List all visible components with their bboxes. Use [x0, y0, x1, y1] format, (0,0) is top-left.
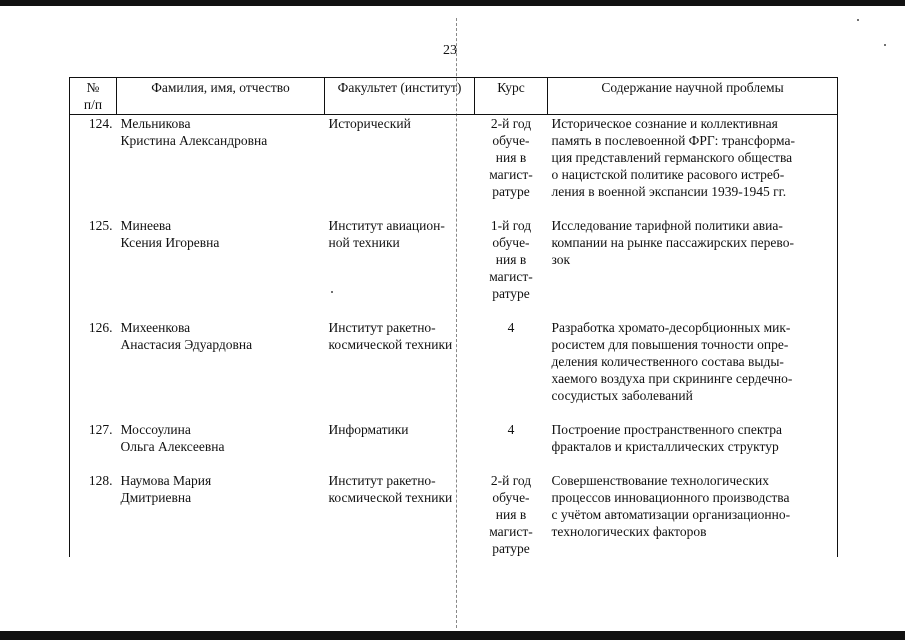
research-problem-line: росистем для повышения точности опре- [551, 337, 789, 352]
course-cell [475, 421, 548, 472]
faculty-cell [325, 115, 475, 218]
research-problem-line: Разработка хромато-десорбционных мик- [551, 320, 791, 335]
student-name-cell [117, 472, 325, 557]
course-line: 1-й год [490, 218, 532, 233]
student-name-cell [117, 421, 325, 472]
course-cell [475, 319, 548, 421]
row-number-cell: 126. [70, 319, 117, 421]
research-problem-line: деления количественного состава выды- [551, 354, 784, 369]
student-name-line: Мельникова [120, 116, 191, 131]
table-row [70, 319, 838, 421]
page-number: 23 [443, 43, 457, 58]
faculty-line: Институт авиацион- [328, 218, 445, 233]
course-line: магист- [489, 269, 533, 284]
course-cell [475, 472, 548, 557]
course-line: ратуре [492, 286, 530, 301]
table-header-row [70, 78, 838, 115]
research-problem-cell [548, 115, 838, 218]
faculty-line: Институт ракетно- [328, 320, 436, 335]
students-table [69, 77, 838, 557]
research-problem-line: ция представлений германского общества [551, 150, 793, 165]
student-name-line: Минеева [120, 218, 172, 233]
research-problem-line: Исследование тарифной политики авиа- [551, 218, 783, 233]
header-number [70, 78, 117, 115]
research-problem-line: ления в военной экспансии 1939-1945 гг. [551, 184, 787, 199]
faculty-cell [325, 217, 475, 319]
row-number-cell: 127. [70, 421, 117, 472]
table-body [70, 115, 838, 558]
faculty-line: космической техники [328, 337, 453, 352]
student-name-line: Ольга Алексеевна [120, 439, 225, 454]
student-name-line: Моссоулина [120, 422, 191, 437]
student-name-cell [117, 115, 325, 218]
course-cell [475, 115, 548, 218]
row-number-cell: 128. [70, 472, 117, 557]
research-problem-line: компании на рынке пассажирских перево- [551, 235, 794, 250]
header-name: Фамилия, имя, отчество [117, 78, 325, 115]
course-line: ратуре [492, 541, 530, 556]
student-name-line: Ксения Игоревна [120, 235, 220, 250]
research-problem-line: о нацистской политике расового истреб- [551, 167, 785, 182]
scan-border-top [0, 0, 905, 6]
table-row [70, 217, 838, 319]
course-line: обуче- [492, 133, 530, 148]
research-problem-line: с учётом автоматизации организационно- [551, 507, 791, 522]
faculty-cell [325, 421, 475, 472]
scan-border-bottom [0, 631, 905, 640]
faculty-line: Институт ракетно- [328, 473, 436, 488]
research-problem-cell [548, 472, 838, 557]
faculty-line: Исторический [328, 116, 411, 131]
course-line: ния в [495, 150, 527, 165]
course-line: обуче- [492, 490, 530, 505]
research-problem-line: Совершенствование технологических [551, 473, 769, 488]
course-line: 2-й год [490, 116, 532, 131]
student-name-line: Анастасия Эдуардовна [120, 337, 253, 352]
research-problem-line: процессов инновационного производства [551, 490, 790, 505]
course-line: обуче- [492, 235, 530, 250]
course-line: ния в [495, 507, 527, 522]
course-line: магист- [489, 524, 533, 539]
scan-speck [884, 44, 886, 46]
research-problem-cell [548, 421, 838, 472]
research-problem-line: память в послевоенной ФРГ: трансформа- [551, 133, 795, 148]
research-problem-cell [548, 319, 838, 421]
research-problem-line: фракталов и кристаллических структур [551, 439, 779, 454]
row-number-cell: 125. [70, 217, 117, 319]
research-problem-line: технологических факторов [551, 524, 707, 539]
header-course: Курс [475, 78, 548, 115]
header-number-line: п/п [83, 97, 103, 112]
header-number-line: № [86, 80, 100, 95]
course-line: 4 [507, 422, 515, 437]
table-row [70, 115, 838, 218]
research-problem-line: Историческое сознание и коллективная [551, 116, 778, 131]
course-line: 4 [507, 320, 515, 335]
student-name-line: Кристина Александровна [120, 133, 268, 148]
student-name-line: Дмитриевна [120, 490, 192, 505]
faculty-line: ной техники [328, 235, 400, 250]
student-name-line: Наумова Мария [120, 473, 212, 488]
research-problem-cell [548, 217, 838, 319]
faculty-line: Информатики [328, 422, 409, 437]
research-problem-line: хаемого воздуха при скрининге сердечно- [551, 371, 793, 386]
research-problem-line: Построение пространственного спектра [551, 422, 783, 437]
course-line: ния в [495, 252, 527, 267]
student-name-cell [117, 319, 325, 421]
header-problem: Содержание научной проблемы [548, 78, 838, 115]
research-problem-line: сосудистых заболеваний [551, 388, 693, 403]
header-faculty: Факультет (институт) [325, 78, 475, 115]
student-name-line: Михеенкова [120, 320, 191, 335]
research-problem-line: зок [551, 252, 571, 267]
scan-speck [857, 19, 859, 21]
table-row [70, 421, 838, 472]
table-row [70, 472, 838, 557]
course-line: 2-й год [490, 473, 532, 488]
row-number-cell: 124. [70, 115, 117, 218]
faculty-line: космической техники [328, 490, 453, 505]
faculty-cell [325, 472, 475, 557]
course-cell [475, 217, 548, 319]
faculty-cell [325, 319, 475, 421]
student-name-cell [117, 217, 325, 319]
course-line: ратуре [492, 184, 530, 199]
course-line: магист- [489, 167, 533, 182]
